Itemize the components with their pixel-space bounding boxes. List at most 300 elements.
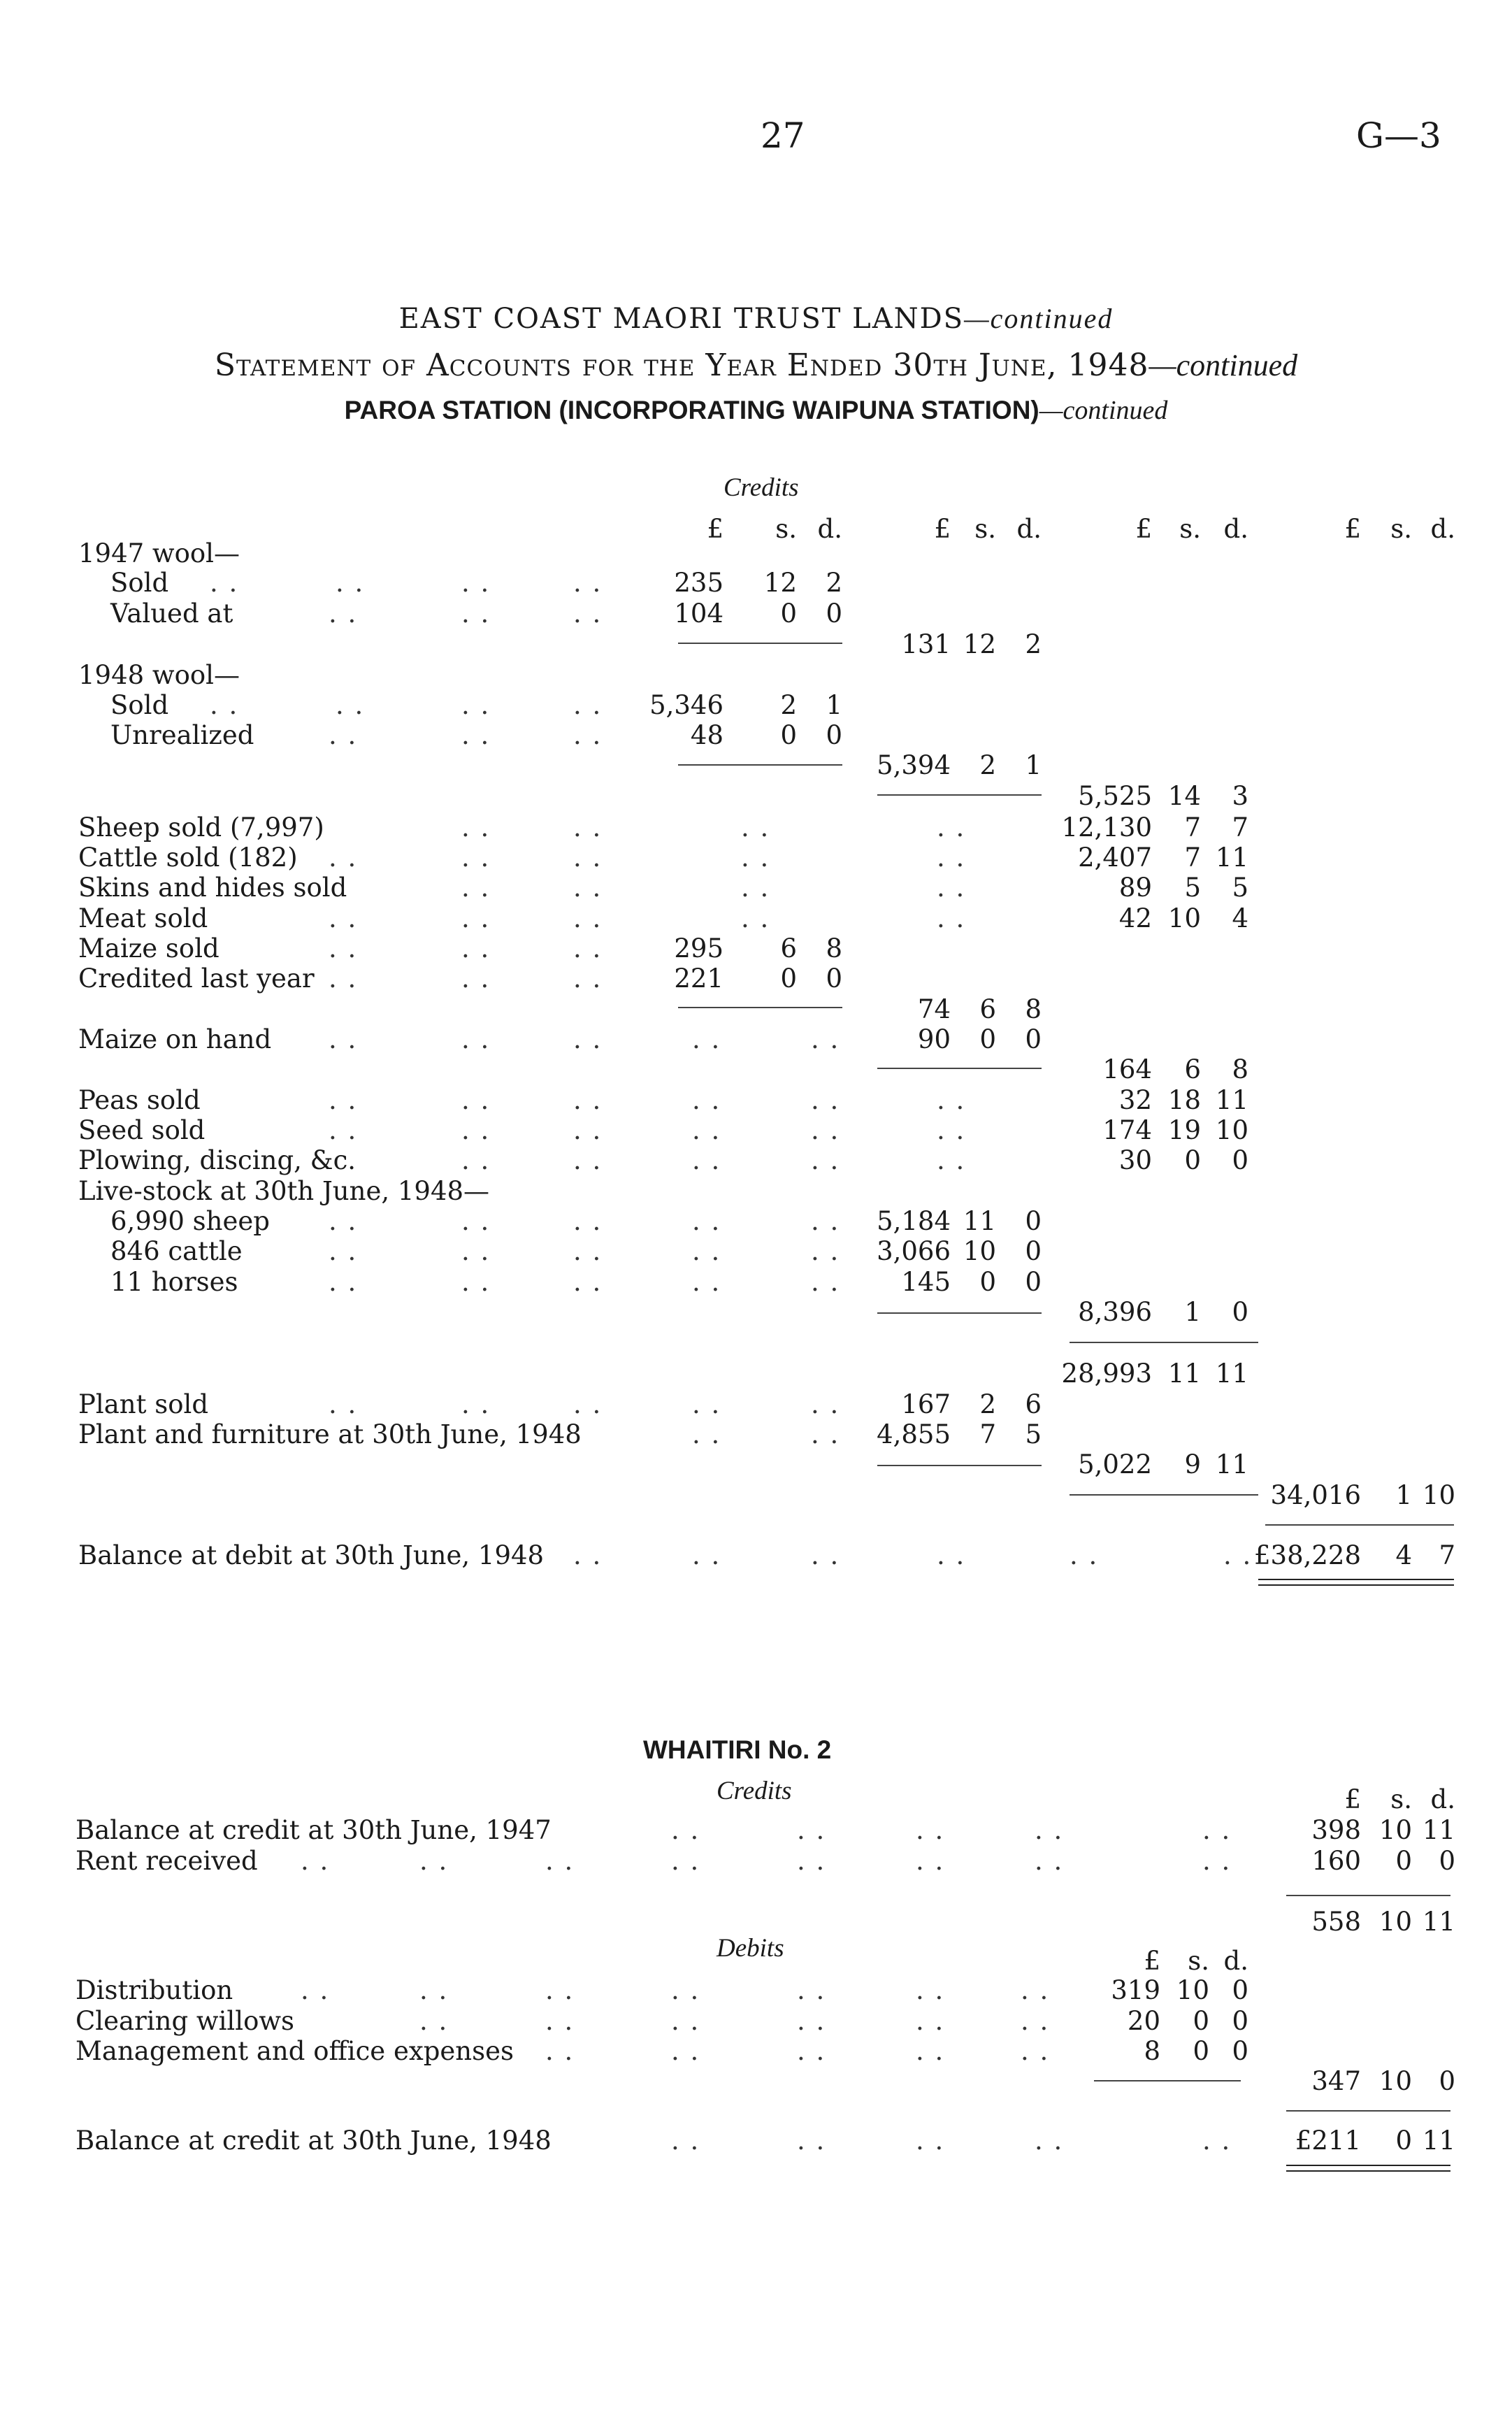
amount-pence: 2: [1025, 629, 1042, 659]
dot-leader: . .: [573, 933, 603, 963]
dot-leader: . .: [1223, 1540, 1253, 1570]
amount-pounds: 5,346: [649, 690, 723, 720]
dot-leader: . .: [573, 1540, 603, 1570]
amount-pounds: 32: [1118, 1085, 1152, 1115]
dot-leader: . .: [1021, 2036, 1050, 2066]
dot-leader: . .: [461, 812, 491, 843]
amount-shillings: 4: [1395, 1540, 1412, 1570]
amount-shillings: 9: [1184, 1449, 1201, 1479]
dot-leader: . .: [573, 1024, 603, 1054]
amount-pence: 0: [1439, 1846, 1455, 1876]
amount-pence: 11: [1215, 1085, 1248, 1115]
dot-leader: . .: [545, 1846, 575, 1876]
row-label-peas: Peas sold: [78, 1085, 201, 1115]
dot-leader: . .: [461, 843, 491, 873]
row-label-onhand: Maize on hand: [78, 1024, 272, 1054]
dot-leader: . .: [692, 1267, 721, 1297]
row-label-rent: Rent received: [75, 1846, 258, 1876]
rule: [1070, 1342, 1258, 1343]
amount-pence: 5: [1232, 873, 1248, 903]
amount-pence: 0: [826, 599, 842, 629]
rule: [678, 1007, 842, 1008]
rule: [1286, 2110, 1450, 2112]
dot-leader: . .: [573, 1145, 603, 1175]
dot-leader: . .: [692, 1085, 721, 1115]
amount-pounds: 145: [901, 1267, 951, 1297]
col-header-pence: d.: [817, 514, 842, 544]
dot-leader: . .: [573, 812, 603, 843]
amount-shillings: 19: [1167, 1115, 1201, 1145]
rule: [678, 643, 842, 644]
dot-leader: . .: [573, 873, 603, 903]
amount-pence: 7: [1232, 812, 1248, 843]
dot-leader: . .: [336, 568, 365, 598]
dot-leader: . .: [692, 1024, 721, 1054]
dot-leader: . .: [1021, 2006, 1050, 2036]
dot-leader: . .: [461, 1389, 491, 1419]
amount-shillings: 10: [1378, 1907, 1412, 1937]
amount-shillings: 0: [780, 963, 797, 994]
dot-leader: . .: [797, 2126, 826, 2156]
amount-pounds: 8,396: [1078, 1297, 1152, 1327]
dot-leader: . .: [797, 1846, 826, 1876]
dot-leader: . .: [329, 933, 358, 963]
amount-shillings: 14: [1167, 781, 1201, 811]
amount-shillings: 10: [1167, 903, 1201, 933]
dot-leader: . .: [329, 1085, 358, 1115]
row-label-willows: Clearing willows: [75, 2006, 295, 2036]
amount-pounds: 20: [1127, 2006, 1160, 2036]
col-header-pounds: £: [1144, 1946, 1160, 1976]
amount-shillings: 18: [1167, 1085, 1201, 1115]
amount-pounds: 5,022: [1078, 1449, 1152, 1479]
amount-shillings: 10: [963, 1236, 996, 1266]
double-rule: [1258, 1579, 1454, 1586]
dot-leader: . .: [573, 1085, 603, 1115]
dot-leader: . .: [336, 690, 365, 720]
dot-leader: . .: [461, 599, 491, 629]
amount-shillings: 6: [780, 933, 797, 963]
dot-leader: . .: [741, 843, 770, 873]
dot-leader: . .: [1035, 1846, 1064, 1876]
amount-pounds: 174: [1102, 1115, 1152, 1145]
row-label-sheep2: 6,990 sheep: [110, 1206, 270, 1236]
row-label-plantFurn: Plant and furniture at 30th June, 1948: [78, 1419, 582, 1449]
amount-pounds: 48: [690, 720, 723, 750]
amount-pounds: 8: [1144, 2036, 1160, 2066]
dot-leader: . .: [916, 1975, 945, 2005]
dot-leader: . .: [461, 1206, 491, 1236]
amount-pence: 0: [1025, 1267, 1042, 1297]
whaitiri-credits-heading: Credits: [717, 1777, 792, 1805]
amount-pence: 11: [1422, 2126, 1455, 2156]
dot-leader: . .: [210, 690, 239, 720]
dot-leader: . .: [461, 963, 491, 994]
dot-leader: . .: [329, 1389, 358, 1419]
amount-shillings: 0: [780, 720, 797, 750]
dot-leader: . .: [811, 1206, 840, 1236]
dot-leader: . .: [811, 1024, 840, 1054]
amount-pounds: 167: [901, 1389, 951, 1419]
credits-heading: Credits: [723, 473, 799, 502]
row-label-balance: Balance at debit at 30th June, 1948: [78, 1540, 545, 1570]
dot-leader: . .: [671, 1846, 700, 1876]
dot-leader: . .: [797, 1975, 826, 2005]
dot-leader: . .: [1035, 2126, 1064, 2156]
dot-leader: . .: [811, 1236, 840, 1266]
amount-pounds: 3,066: [877, 1236, 951, 1266]
amount-pounds: 235: [674, 568, 723, 598]
amount-pence: 0: [1232, 1975, 1248, 2005]
col-header-pounds: £: [707, 514, 723, 544]
dot-leader: . .: [671, 2006, 700, 2036]
dot-leader: . .: [545, 2006, 575, 2036]
dot-leader: . .: [545, 2036, 575, 2066]
dot-leader: . .: [573, 843, 603, 873]
dot-leader: . .: [937, 843, 966, 873]
amount-pounds: 5,184: [877, 1206, 951, 1236]
amount-shillings: 5: [1184, 873, 1201, 903]
dot-leader: . .: [461, 1115, 491, 1145]
row-label-credited: Credited last year: [78, 963, 315, 994]
dot-leader: . .: [461, 568, 491, 598]
amount-pounds: 89: [1118, 873, 1152, 903]
amount-pence: 0: [826, 720, 842, 750]
amount-pence: 0: [1025, 1236, 1042, 1266]
amount-shillings: 2: [979, 1389, 996, 1419]
dot-leader: . .: [573, 963, 603, 994]
dot-leader: . .: [329, 843, 358, 873]
dot-leader: . .: [461, 933, 491, 963]
dot-leader: . .: [741, 812, 770, 843]
amount-shillings: 10: [1176, 1975, 1209, 2005]
amount-pounds: 160: [1311, 1846, 1361, 1876]
amount-shillings: 12: [763, 568, 797, 598]
dot-leader: . .: [329, 963, 358, 994]
dot-leader: . .: [811, 1085, 840, 1115]
dot-leader: . .: [573, 599, 603, 629]
dot-leader: . .: [797, 1815, 826, 1845]
row-label-skins: Skins and hides sold: [78, 873, 347, 903]
amount-pounds: 2,407: [1078, 843, 1152, 873]
dot-leader: . .: [329, 599, 358, 629]
dot-leader: . .: [461, 1024, 491, 1054]
amount-shillings: 1: [1395, 1480, 1412, 1510]
row-label-mgmt: Management and office expenses: [75, 2036, 514, 2066]
amount-pence: 6: [1025, 1389, 1042, 1419]
rule: [1286, 1895, 1450, 1896]
rule: [1094, 2080, 1241, 2081]
amount-pence: 3: [1232, 781, 1248, 811]
col-header-pence: d.: [1016, 514, 1042, 544]
dot-leader: . .: [329, 1236, 358, 1266]
dot-leader: . .: [1202, 1815, 1232, 1845]
dot-leader: . .: [692, 1236, 721, 1266]
dot-leader: . .: [461, 720, 491, 750]
dot-leader: . .: [692, 1145, 721, 1175]
amount-pounds: 12,130: [1061, 812, 1152, 843]
dot-leader: . .: [916, 1846, 945, 1876]
dot-leader: . .: [461, 903, 491, 933]
row-label-horses: 11 horses: [110, 1267, 238, 1297]
dot-leader: . .: [741, 903, 770, 933]
dot-leader: . .: [1070, 1540, 1099, 1570]
dot-leader: . .: [329, 720, 358, 750]
row-label-plow: Plowing, discing, &c.: [78, 1145, 357, 1175]
amount-shillings: 6: [1184, 1054, 1201, 1084]
dot-leader: . .: [811, 1115, 840, 1145]
rule: [1070, 1494, 1258, 1496]
dot-leader: . .: [329, 1024, 358, 1054]
amount-pence: 0: [1025, 1024, 1042, 1054]
dot-leader: . .: [811, 1419, 840, 1449]
row-label-sold1947: Sold: [110, 568, 169, 598]
dot-leader: . .: [573, 1115, 603, 1145]
row-label-cattle2: 846 cattle: [110, 1236, 243, 1266]
rule: [877, 1312, 1042, 1314]
amount-shillings: 0: [780, 599, 797, 629]
rule: [877, 1465, 1042, 1466]
title-line-1: EAST COAST MAORI TRUST LANDS—continued: [398, 303, 1114, 335]
dot-leader: . .: [573, 1236, 603, 1266]
amount-pence: 0: [1232, 1145, 1248, 1175]
row-label-maize: Maize sold: [78, 933, 219, 963]
col-header-pounds: £: [1135, 514, 1152, 544]
col-header-pounds: £: [1344, 1784, 1361, 1814]
amount-pounds: 319: [1111, 1975, 1160, 2005]
dot-leader: . .: [210, 568, 239, 598]
dot-leader: . .: [811, 1267, 840, 1297]
document-code: G—3: [1356, 115, 1441, 156]
amount-pounds: 74: [917, 994, 951, 1024]
row-label-bal1947: Balance at credit at 30th June, 1947: [75, 1815, 552, 1845]
amount-pence: 11: [1215, 1359, 1248, 1389]
dot-leader: . .: [1202, 1846, 1232, 1876]
dot-leader: . .: [797, 2036, 826, 2066]
amount-shillings: 10: [1378, 2066, 1412, 2096]
dot-leader: . .: [937, 1145, 966, 1175]
dot-leader: . .: [329, 1206, 358, 1236]
amount-shillings: 7: [1184, 843, 1201, 873]
dot-leader: . .: [461, 690, 491, 720]
col-header-pounds: £: [1344, 514, 1361, 544]
amount-pounds: 295: [674, 933, 723, 963]
whaitiri-title: WHAITIRI No. 2: [643, 1735, 832, 1764]
amount-shillings: 7: [1184, 812, 1201, 843]
dot-leader: . .: [573, 720, 603, 750]
dot-leader: . .: [916, 1815, 945, 1845]
dot-leader: . .: [461, 1267, 491, 1297]
amount-pounds: 131: [901, 629, 951, 659]
amount-pence: 0: [1232, 2036, 1248, 2066]
col-header-shillings: s.: [1188, 1946, 1209, 1976]
dot-leader: . .: [461, 1236, 491, 1266]
dot-leader: . .: [937, 1540, 966, 1570]
dot-leader: . .: [692, 1540, 721, 1570]
amount-pounds: 28,993: [1061, 1359, 1152, 1389]
row-label-livestock: Live-stock at 30th June, 1948—: [78, 1176, 490, 1206]
amount-pounds: 164: [1102, 1054, 1152, 1084]
dot-leader: . .: [329, 1267, 358, 1297]
dot-leader: . .: [811, 1389, 840, 1419]
col-header-pence: d.: [1223, 1946, 1248, 1976]
dot-leader: . .: [301, 1846, 330, 1876]
amount-shillings: 0: [979, 1267, 996, 1297]
amount-pence: 10: [1422, 1480, 1455, 1510]
dot-leader: . .: [671, 1975, 700, 2005]
amount-pence: 0: [826, 963, 842, 994]
dot-leader: . .: [329, 903, 358, 933]
whaitiri-debits-heading: Debits: [717, 1934, 784, 1963]
col-header-shillings: s.: [1179, 514, 1201, 544]
dot-leader: . .: [329, 1115, 358, 1145]
dot-leader: . .: [937, 873, 966, 903]
col-header-shillings: s.: [1390, 1784, 1412, 1814]
dot-leader: . .: [1202, 2126, 1232, 2156]
dot-leader: . .: [692, 1206, 721, 1236]
row-label-plantSold: Plant sold: [78, 1389, 209, 1419]
amount-shillings: 1: [1184, 1297, 1201, 1327]
amount-shillings: 10: [1378, 1815, 1412, 1845]
dot-leader: . .: [573, 903, 603, 933]
amount-pence: 10: [1215, 1115, 1248, 1145]
dot-leader: . .: [461, 1145, 491, 1175]
rule: [877, 794, 1042, 796]
dot-leader: . .: [916, 2036, 945, 2066]
amount-pence: 4: [1232, 903, 1248, 933]
amount-pence: 8: [1025, 994, 1042, 1024]
amount-pence: 11: [1215, 1449, 1248, 1479]
amount-pounds: 4,855: [877, 1419, 951, 1449]
amount-pence: 11: [1422, 1815, 1455, 1845]
dot-leader: . .: [692, 1419, 721, 1449]
amount-pence: 8: [826, 933, 842, 963]
amount-pounds: 90: [917, 1024, 951, 1054]
row-label-sheep: Sheep sold (7,997): [78, 812, 324, 843]
row-label-dist: Distribution: [75, 1975, 233, 2005]
amount-shillings: 0: [1184, 1145, 1201, 1175]
amount-shillings: 11: [963, 1206, 996, 1236]
dot-leader: . .: [419, 1975, 449, 2005]
amount-pence: 8: [1232, 1054, 1248, 1084]
amount-pounds: 347: [1311, 2066, 1361, 2096]
amount-shillings: 2: [780, 690, 797, 720]
dot-leader: . .: [811, 1540, 840, 1570]
row-label-valued: Valued at: [110, 599, 233, 629]
title-line-3: PAROA STATION (INCORPORATING WAIPUNA STATION)—continued: [344, 396, 1168, 425]
amount-pence: 0: [1025, 1206, 1042, 1236]
col-header-shillings: s.: [1390, 514, 1412, 544]
amount-pence: 11: [1215, 843, 1248, 873]
col-header-pence: d.: [1223, 514, 1248, 544]
dot-leader: . .: [419, 1846, 449, 1876]
row-label-bal1948: Balance at credit at 30th June, 1948: [75, 2126, 552, 2156]
amount-pounds: £211: [1295, 2126, 1361, 2156]
double-rule: [1286, 2165, 1450, 2172]
dot-leader: . .: [461, 1085, 491, 1115]
dot-leader: . .: [741, 873, 770, 903]
col-header-shillings: s.: [974, 514, 996, 544]
dot-leader: . .: [461, 873, 491, 903]
row-label-seed: Seed sold: [78, 1115, 206, 1145]
dot-leader: . .: [573, 1206, 603, 1236]
amount-pence: 2: [826, 568, 842, 598]
amount-shillings: 7: [979, 1419, 996, 1449]
dot-leader: . .: [937, 903, 966, 933]
dot-leader: . .: [811, 1145, 840, 1175]
amount-shillings: 0: [979, 1024, 996, 1054]
rule: [1265, 1524, 1454, 1526]
dot-leader: . .: [797, 2006, 826, 2036]
amount-pounds: 5,525: [1078, 781, 1152, 811]
dot-leader: . .: [671, 1815, 700, 1845]
dot-leader: . .: [692, 1389, 721, 1419]
amount-pounds: £38,228: [1253, 1540, 1361, 1570]
row-label-unreal: Unrealized: [110, 720, 254, 750]
col-header-pence: d.: [1430, 1784, 1455, 1814]
amount-pence: 1: [826, 690, 842, 720]
title-line-2: Statement of Accounts for the Year Ended 30th June, 1948—continued: [214, 347, 1298, 383]
rule: [678, 764, 842, 766]
amount-pounds: 34,016: [1270, 1480, 1361, 1510]
amount-shillings: 0: [1193, 2006, 1209, 2036]
amount-pounds: 5,394: [877, 750, 951, 780]
col-header-shillings: s.: [775, 514, 797, 544]
dot-leader: . .: [916, 2126, 945, 2156]
amount-pence: 0: [1232, 2006, 1248, 2036]
dot-leader: . .: [301, 1975, 330, 2005]
amount-shillings: 2: [979, 750, 996, 780]
rule: [877, 1068, 1042, 1069]
dot-leader: . .: [692, 1115, 721, 1145]
dot-leader: . .: [937, 1115, 966, 1145]
row-label-wool1948: 1948 wool—: [78, 660, 240, 690]
amount-shillings: 11: [1167, 1359, 1201, 1389]
amount-shillings: 0: [1395, 2126, 1412, 2156]
amount-pence: 11: [1422, 1907, 1455, 1937]
dot-leader: . .: [671, 2126, 700, 2156]
amount-pence: 5: [1025, 1419, 1042, 1449]
amount-pounds: 104: [674, 599, 723, 629]
amount-shillings: 0: [1193, 2036, 1209, 2066]
col-header-pounds: £: [934, 514, 951, 544]
amount-shillings: 12: [963, 629, 996, 659]
amount-pounds: 558: [1311, 1907, 1361, 1937]
dot-leader: . .: [1021, 1975, 1050, 2005]
amount-pence: 1: [1025, 750, 1042, 780]
row-label-sold1948: Sold: [110, 690, 169, 720]
dot-leader: . .: [573, 1389, 603, 1419]
dot-leader: . .: [937, 812, 966, 843]
dot-leader: . .: [419, 2006, 449, 2036]
amount-shillings: 6: [979, 994, 996, 1024]
dot-leader: . .: [545, 1975, 575, 2005]
row-label-meat: Meat sold: [78, 903, 208, 933]
amount-pounds: 30: [1118, 1145, 1152, 1175]
amount-pence: 0: [1439, 2066, 1455, 2096]
amount-pounds: 42: [1118, 903, 1152, 933]
dot-leader: . .: [1035, 1815, 1064, 1845]
amount-pounds: 398: [1311, 1815, 1361, 1845]
dot-leader: . .: [916, 2006, 945, 2036]
dot-leader: . .: [573, 568, 603, 598]
amount-pence: 7: [1439, 1540, 1455, 1570]
dot-leader: . .: [573, 690, 603, 720]
dot-leader: . .: [573, 1267, 603, 1297]
dot-leader: . .: [937, 1085, 966, 1115]
amount-shillings: 0: [1395, 1846, 1412, 1876]
page-number: 27: [761, 115, 805, 156]
